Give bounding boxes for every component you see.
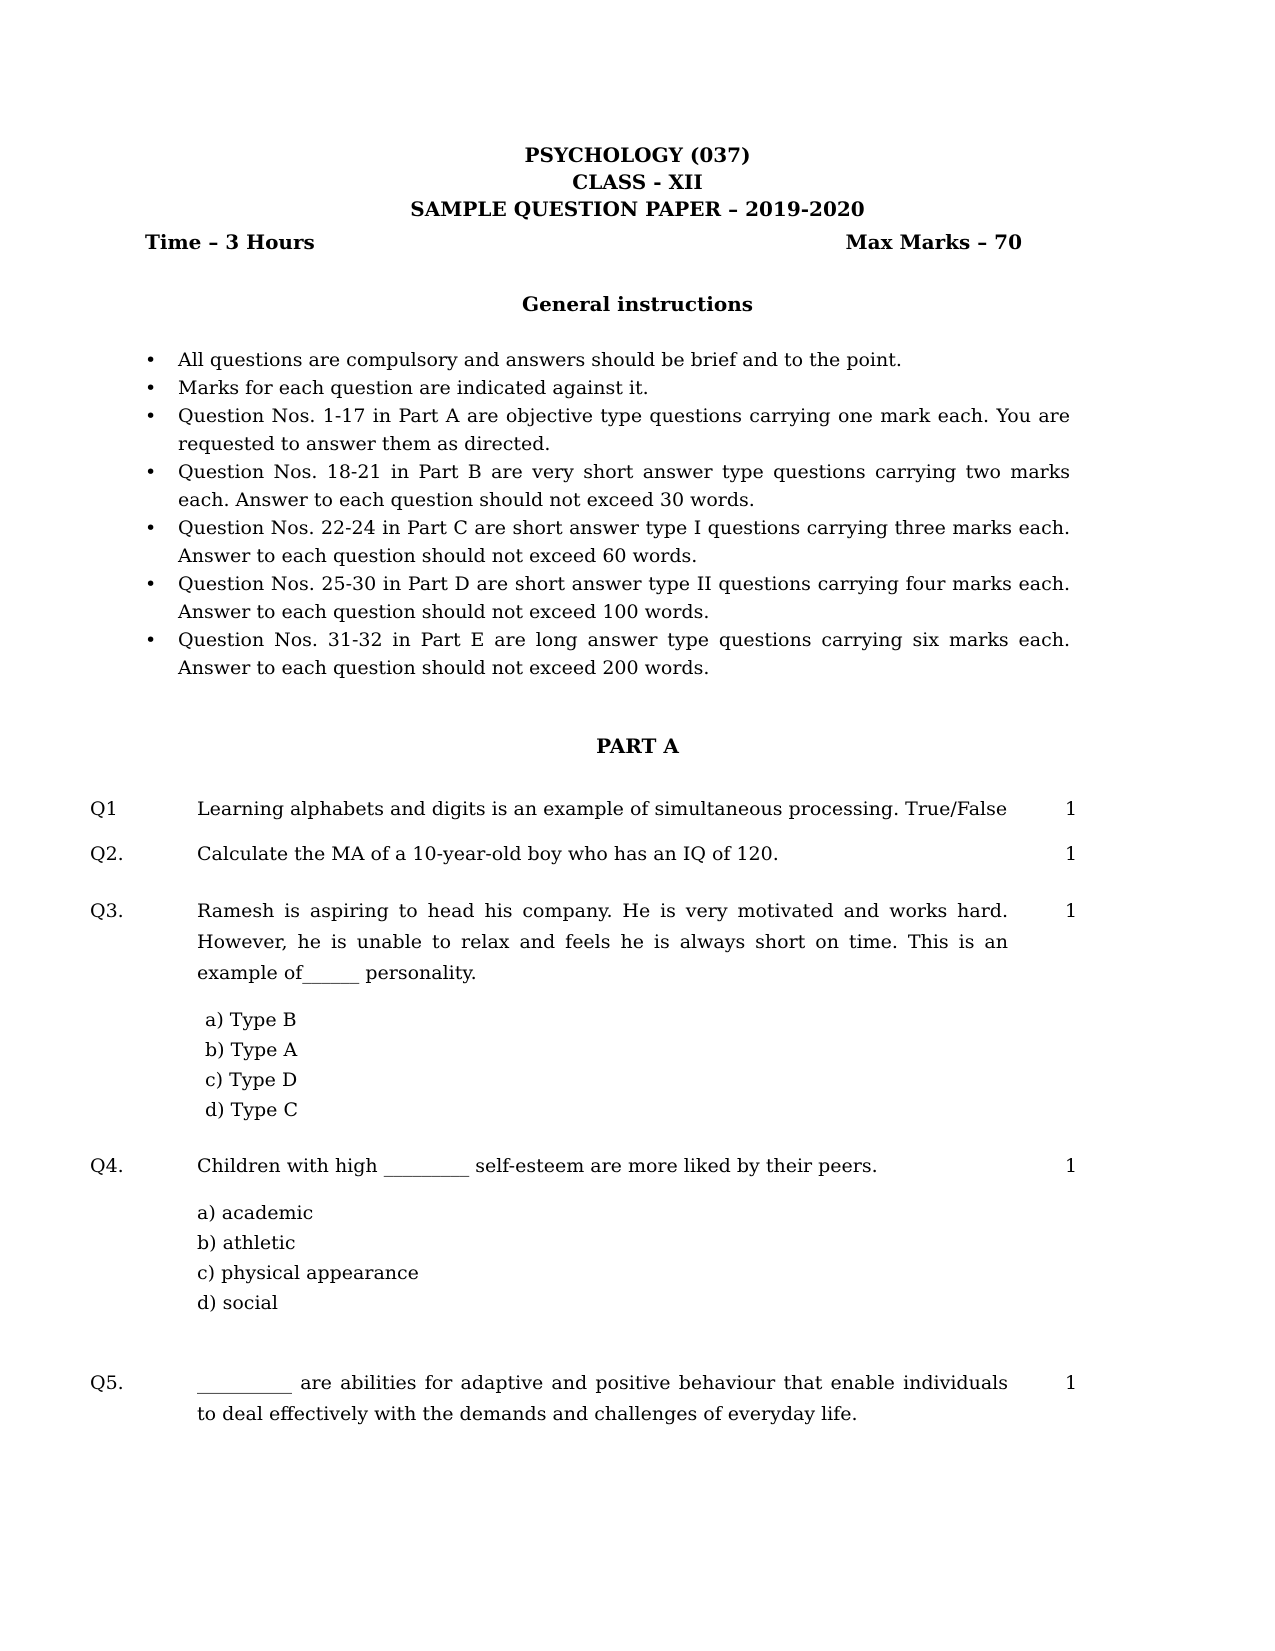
- questions-section: [0, 794, 1275, 1430]
- bullet-icon: •: [145, 629, 157, 651]
- instruction-item: [145, 570, 1070, 626]
- question-text: Learning alphabets and digits is an example of simultaneous processing. True/False: [197, 798, 1008, 820]
- question-row-q4: [90, 1151, 1275, 1318]
- paper-title-type: SAMPLE QUESTION PAPER – 2019-2020: [410, 197, 865, 221]
- question-body: [197, 1368, 1008, 1430]
- question-number: Q2.: [90, 843, 124, 865]
- instruction-text: Question Nos. 31-32 in Part E are long answer type questions carrying six marks each. Answer to each question should not exceed 200 words.: [178, 629, 1070, 679]
- question-options: [197, 1198, 1008, 1318]
- question-marks: 1: [1065, 1155, 1078, 1177]
- instruction-text: All questions are compulsory and answers should be brief and to the point.: [178, 349, 902, 371]
- instruction-item: [145, 514, 1070, 570]
- question-text: Calculate the MA of a 10-year-old boy who has an IQ of 120.: [197, 843, 779, 865]
- question-text: __________ are abilities for adaptive and positive behaviour that enable individuals to deal effectively with the demands and challenges of everyday life.: [197, 1372, 1008, 1425]
- question-number: Q3.: [90, 900, 124, 922]
- bullet-icon: •: [145, 461, 157, 483]
- question-body: [197, 794, 1008, 825]
- question-row-q5: [90, 1368, 1275, 1430]
- general-instructions-list: [0, 346, 1275, 682]
- option-item: c) Type D: [205, 1069, 298, 1091]
- question-marks: 1: [1065, 843, 1078, 865]
- instruction-item: [145, 374, 1070, 402]
- general-instructions-heading: General instructions: [522, 292, 753, 316]
- instruction-text: Question Nos. 18-21 in Part B are very short answer type questions carrying two marks each. Answer to each question should not exceed 30 words.: [178, 461, 1070, 511]
- part-a-heading: PART A: [596, 734, 679, 758]
- option-item: c) physical appearance: [197, 1262, 419, 1284]
- question-marks: 1: [1065, 1372, 1078, 1394]
- document-header: [0, 0, 1275, 223]
- bullet-icon: •: [145, 573, 157, 595]
- paper-title-subject: PSYCHOLOGY (037): [524, 143, 751, 167]
- option-item: d) social: [197, 1292, 278, 1314]
- bullet-icon: •: [145, 349, 157, 371]
- option-item: d) Type C: [205, 1099, 299, 1121]
- question-marks: 1: [1065, 900, 1078, 922]
- instruction-text: Marks for each question are indicated against it.: [178, 377, 649, 399]
- instruction-text: Question Nos. 1-17 in Part A are objective type questions carrying one mark each. You are requested to answer them as directed.: [178, 405, 1070, 455]
- question-text: Children with high _________ self-esteem are more liked by their peers.: [197, 1155, 878, 1177]
- instruction-item: [145, 346, 1070, 374]
- question-number: Q5.: [90, 1372, 124, 1394]
- paper-title-class: CLASS - XII: [572, 170, 703, 194]
- option-item: a) Type B: [205, 1009, 297, 1031]
- time-label: Time – 3 Hours: [145, 230, 315, 254]
- option-item: b) Type A: [205, 1039, 298, 1061]
- question-row-q3: [90, 896, 1275, 1125]
- time-marks-row: [0, 229, 1275, 256]
- max-marks-label: Max Marks – 70: [845, 230, 1022, 254]
- instruction-item: [145, 458, 1070, 514]
- question-number: Q1: [90, 798, 118, 820]
- question-body: [197, 1151, 1008, 1318]
- question-text: Ramesh is aspiring to head his company. He is very motivated and works hard. However, he is unable to relax and feels he is always short on time. This is an example of______ personality.: [197, 900, 1008, 984]
- question-number: Q4.: [90, 1155, 124, 1177]
- question-row-q1: [90, 794, 1275, 825]
- instruction-item: [145, 626, 1070, 682]
- bullet-icon: •: [145, 405, 157, 427]
- question-marks: 1: [1065, 798, 1078, 820]
- question-body: [197, 896, 1008, 1125]
- option-item: a) academic: [197, 1202, 314, 1224]
- question-row-q2: [90, 839, 1275, 870]
- bullet-icon: •: [145, 377, 157, 399]
- instruction-text: Question Nos. 25-30 in Part D are short answer type II questions carrying four marks each. Answer to each question should not exceed 100 words.: [178, 573, 1070, 623]
- question-options: [197, 1005, 1008, 1125]
- instruction-text: Question Nos. 22-24 in Part C are short answer type I questions carrying three marks each. Answer to each question should not exceed 60 words.: [178, 517, 1070, 567]
- instruction-item: [145, 402, 1070, 458]
- bullet-icon: •: [145, 517, 157, 539]
- question-body: [197, 839, 1008, 870]
- option-item: b) athletic: [197, 1232, 296, 1254]
